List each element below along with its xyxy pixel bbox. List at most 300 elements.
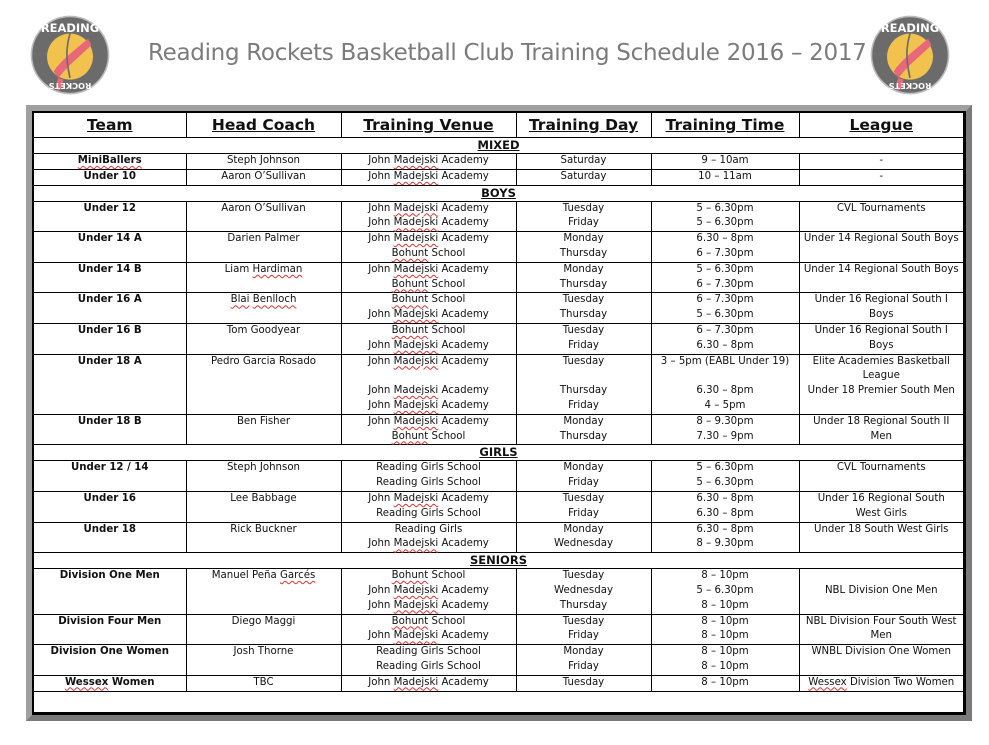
day-line: Thursday xyxy=(559,599,608,611)
schedule-frame xyxy=(26,105,972,721)
venue-line: John Madejski Academy xyxy=(368,492,489,504)
team-name: Under 16 B xyxy=(77,324,142,336)
spellcheck-underline: Benlloch xyxy=(252,294,297,306)
venue-line: John Madejski Academy xyxy=(368,233,489,245)
league-line: Under 16 Regional South xyxy=(817,492,945,504)
day-line: Tuesday xyxy=(562,492,605,504)
day-cell xyxy=(516,201,651,232)
team-cell xyxy=(34,262,186,293)
day-line: Thursday xyxy=(559,278,608,290)
coach-cell xyxy=(186,262,341,293)
day-line: Tuesday xyxy=(562,570,605,582)
coach-cell xyxy=(186,293,341,324)
team-name: Under 18 A xyxy=(77,355,142,367)
time-line: 8 – 10pm xyxy=(701,615,749,627)
time-cell xyxy=(651,232,799,263)
time-cell xyxy=(651,675,799,691)
team-name: Division One Women xyxy=(50,646,169,658)
time-cell xyxy=(651,323,799,354)
time-cell xyxy=(651,491,799,522)
spellcheck-underline: Madejski xyxy=(393,538,439,550)
spellcheck-underline: MiniBallers xyxy=(77,155,142,166)
table-row xyxy=(34,645,963,676)
league-line: Wessex Division Two Women xyxy=(808,676,955,688)
team-cell xyxy=(34,491,186,522)
day-cell xyxy=(516,262,651,293)
spellcheck-underline: Hardiman xyxy=(252,263,303,275)
spellcheck-underline: Madejski xyxy=(393,263,439,275)
day-line: Thursday xyxy=(559,430,608,442)
day-line: Monday xyxy=(563,233,604,245)
table-row xyxy=(34,675,963,691)
coach-name: Liam Hardiman xyxy=(224,263,303,275)
league-cell xyxy=(799,614,963,645)
coach-cell xyxy=(186,414,341,445)
venue-cell xyxy=(341,154,516,170)
team-cell xyxy=(34,414,186,445)
day-cell xyxy=(516,154,651,170)
day-line: Tuesday xyxy=(562,615,605,627)
section-row-seniors xyxy=(34,553,963,569)
league-line: NBL Division One Men xyxy=(824,584,938,596)
day-line: Saturday xyxy=(560,155,607,166)
venue-cell xyxy=(341,232,516,263)
team-name: Under 14 A xyxy=(77,233,142,245)
team-name: Under 16 xyxy=(83,492,136,504)
spellcheck-underline: Madejski xyxy=(393,399,439,411)
time-cell xyxy=(651,154,799,170)
time-line: 5 – 6.30pm xyxy=(696,309,754,321)
time-line: 10 – 11am xyxy=(698,170,752,182)
spellcheck-underline: Madejski xyxy=(393,355,439,367)
venue-cell xyxy=(341,201,516,232)
time-line: 6 – 7.30pm xyxy=(696,294,754,306)
time-cell xyxy=(651,645,799,676)
spellcheck-underline: Madejski xyxy=(393,584,439,596)
day-cell xyxy=(516,522,651,553)
league-line: Under 18 South West Girls xyxy=(814,523,949,535)
coach-cell xyxy=(186,154,341,170)
day-line: Friday xyxy=(568,477,599,489)
spellcheck-underline: Bohunt xyxy=(391,570,429,582)
spellcheck-underline: Bohunt xyxy=(391,324,429,336)
league-line: Under 18 Regional South II xyxy=(813,415,950,427)
coach-name: Ben Fisher xyxy=(236,415,291,427)
venue-line: John Madejski Academy xyxy=(368,399,489,411)
team-name: Under 18 xyxy=(83,523,136,535)
league-line: - xyxy=(879,170,884,182)
section-row-girls xyxy=(34,445,963,461)
team-cell xyxy=(34,569,186,614)
venue-line: Reading Girls School xyxy=(376,660,481,672)
spellcheck-underline: Bohunt xyxy=(391,247,429,259)
spellcheck-underline: Bohunt xyxy=(391,278,429,290)
coach-cell xyxy=(186,675,341,691)
venue-line: John Madejski Academy xyxy=(368,355,489,367)
coach-cell xyxy=(186,569,341,614)
team-cell xyxy=(34,323,186,354)
table-row xyxy=(34,323,963,354)
team-cell xyxy=(34,461,186,492)
section-label: MIXED xyxy=(34,138,963,154)
section-row-boys xyxy=(34,185,963,201)
time-line: 8 – 9.30pm xyxy=(696,538,754,550)
league-line: NBL Division Four South West xyxy=(805,615,957,627)
day-cell xyxy=(516,461,651,492)
day-line: Tuesday xyxy=(562,324,605,336)
table-row xyxy=(34,491,963,522)
venue-line: John Madejski Academy xyxy=(368,263,489,275)
venue-cell xyxy=(341,354,516,414)
time-line: 5 – 6.30pm xyxy=(696,202,754,214)
league-cell xyxy=(799,461,963,492)
day-line: Monday xyxy=(563,415,604,427)
day-cell xyxy=(516,675,651,691)
team-cell xyxy=(34,169,186,185)
day-line: Tuesday xyxy=(562,355,605,367)
time-line: 6 – 7.30pm xyxy=(696,278,754,290)
time-cell xyxy=(651,614,799,645)
header-team: Team xyxy=(34,113,186,138)
league-cell xyxy=(799,491,963,522)
day-line: Friday xyxy=(568,660,599,672)
time-line: 4 – 5pm xyxy=(704,399,746,411)
venue-line: Reading Girls School xyxy=(376,462,481,474)
time-cell xyxy=(651,169,799,185)
venue-line: John Madejski Academy xyxy=(368,155,489,166)
time-line: 8 – 10pm xyxy=(701,599,749,611)
table-row xyxy=(34,354,963,414)
league-line xyxy=(802,569,962,584)
league-line: Under 14 Regional South Boys xyxy=(803,233,959,245)
time-cell xyxy=(651,569,799,614)
table-row xyxy=(34,414,963,445)
venue-cell xyxy=(341,491,516,522)
venue-cell xyxy=(341,323,516,354)
section-label: BOYS xyxy=(34,185,963,201)
schedule-body xyxy=(34,138,963,692)
team-cell xyxy=(34,293,186,324)
day-line: Monday xyxy=(563,263,604,275)
spellcheck-underline: Madejski xyxy=(393,599,439,611)
day-line: Tuesday xyxy=(562,202,605,214)
day-line: Friday xyxy=(568,217,599,229)
league-line: West Girls xyxy=(855,507,907,519)
coach-name: Steph Johnson xyxy=(226,155,301,166)
venue-line: Reading Girls xyxy=(394,523,463,535)
header-training-venue: Training Venue xyxy=(341,113,516,138)
venue-cell xyxy=(341,522,516,553)
time-line: 6 – 7.30pm xyxy=(696,324,754,336)
spellcheck-underline: Madejski xyxy=(393,676,439,688)
league-cell xyxy=(799,645,963,676)
time-line: 9 – 10am xyxy=(701,155,749,166)
league-cell xyxy=(799,675,963,691)
day-line: Thursday xyxy=(559,385,608,397)
coach-cell xyxy=(186,323,341,354)
reading-rockets-logo-right xyxy=(869,14,951,96)
team-cell xyxy=(34,614,186,645)
section-label: SENIORS xyxy=(34,553,963,569)
league-line: Under 16 Regional South I xyxy=(814,324,948,336)
venue-cell xyxy=(341,614,516,645)
league-cell xyxy=(799,569,963,614)
league-line: WNBL Division One Women xyxy=(811,646,952,658)
team-name: Under 16 A xyxy=(77,294,142,306)
table-row xyxy=(34,262,963,293)
time-line: 8 – 10pm xyxy=(701,570,749,582)
coach-name: Tom Goodyear xyxy=(226,324,301,336)
team-name: Wessex Women xyxy=(64,676,155,688)
venue-line: Bohunt School xyxy=(391,294,466,306)
team-cell xyxy=(34,232,186,263)
coach-name: Lee Babbage xyxy=(230,492,297,504)
team-cell xyxy=(34,201,186,232)
reading-rockets-logo-left xyxy=(29,14,111,96)
team-cell xyxy=(34,154,186,170)
league-cell xyxy=(799,323,963,354)
header-training-day: Training Day xyxy=(516,113,651,138)
spellcheck-underline: Blai xyxy=(230,294,250,306)
venue-cell xyxy=(341,569,516,614)
section-row-mixed xyxy=(34,138,963,154)
coach-name: Darien Palmer xyxy=(227,233,300,245)
team-cell xyxy=(34,675,186,691)
section-label: GIRLS xyxy=(34,445,963,461)
time-line: 6.30 – 8pm xyxy=(696,385,754,397)
day-line: Wednesday xyxy=(554,584,613,596)
team-name xyxy=(78,155,142,166)
coach-name: Rick Buckner xyxy=(230,523,297,535)
league-cell xyxy=(799,169,963,185)
day-cell xyxy=(516,169,651,185)
team-name: Under 14 B xyxy=(77,263,142,275)
spellcheck-underline: Wessex xyxy=(808,676,847,688)
day-cell xyxy=(516,293,651,324)
spellcheck-underline: Madejski xyxy=(393,415,439,427)
time-line: 5 – 6.30pm xyxy=(696,584,754,596)
spellcheck-underline: Bohunt xyxy=(391,430,429,442)
day-line: Wednesday xyxy=(554,538,613,550)
schedule-table xyxy=(34,113,963,692)
coach-name: Manuel Peña Garcés xyxy=(211,570,316,582)
venue-line: Reading Girls School xyxy=(376,477,481,489)
venue-line: John Madejski Academy xyxy=(368,385,489,397)
svg-text:READING: READING xyxy=(880,21,940,36)
league-line: Boys xyxy=(868,309,894,321)
coach-name: Diego Maggi xyxy=(231,615,296,627)
table-row xyxy=(34,522,963,553)
spellcheck-underline: Madejski xyxy=(393,233,439,245)
league-cell xyxy=(799,414,963,445)
spellcheck-underline: Madejski xyxy=(393,217,439,229)
venue-line: John Madejski Academy xyxy=(368,538,489,550)
day-line: Monday xyxy=(563,523,604,535)
venue-line: Reading Girls School xyxy=(376,507,481,519)
league-line: CVL Tournaments xyxy=(836,462,926,474)
team-name: Under 18 B xyxy=(77,415,142,427)
team-cell xyxy=(34,354,186,414)
header-row xyxy=(34,113,963,138)
league-line: CVL Tournaments xyxy=(836,202,926,214)
league-line: Under 16 Regional South I xyxy=(814,294,948,306)
time-line xyxy=(654,369,797,384)
coach-cell xyxy=(186,491,341,522)
league-cell xyxy=(799,232,963,263)
time-line: 8 – 9.30pm xyxy=(696,415,754,427)
day-line: Thursday xyxy=(559,247,608,259)
svg-text:ROCKETS: ROCKETS xyxy=(888,80,932,91)
spellcheck-underline: Bohunt xyxy=(391,294,429,306)
day-cell xyxy=(516,491,651,522)
spellcheck-underline: Madejski xyxy=(393,155,439,166)
venue-cell xyxy=(341,262,516,293)
time-line: 6.30 – 8pm xyxy=(696,523,754,535)
time-line: 5 – 6.30pm xyxy=(696,477,754,489)
day-line: Saturday xyxy=(560,170,607,182)
time-line: 6.30 – 8pm xyxy=(696,339,754,351)
time-cell xyxy=(651,262,799,293)
venue-line: Bohunt School xyxy=(391,570,466,582)
spellcheck-underline: Bohunt xyxy=(391,615,429,627)
spellcheck-underline: Wessex xyxy=(64,676,109,688)
time-line: 6 – 7.30pm xyxy=(696,247,754,259)
time-line: 5 – 6.30pm xyxy=(696,217,754,229)
venue-line: John Madejski Academy xyxy=(368,599,489,611)
league-cell xyxy=(799,354,963,414)
day-line: Monday xyxy=(563,646,604,658)
header-training-time: Training Time xyxy=(651,113,799,138)
venue-cell xyxy=(341,293,516,324)
venue-cell xyxy=(341,645,516,676)
league-cell xyxy=(799,522,963,553)
venue-line: Bohunt School xyxy=(391,430,466,442)
day-line: Thursday xyxy=(559,309,608,321)
day-cell xyxy=(516,569,651,614)
team-cell xyxy=(34,522,186,553)
league-line: Men xyxy=(870,430,892,442)
venue-line: John Madejski Academy xyxy=(368,630,489,642)
coach-cell xyxy=(186,461,341,492)
time-line: 5 – 6.30pm xyxy=(696,462,754,474)
venue-line: Bohunt School xyxy=(391,278,466,290)
venue-cell xyxy=(341,169,516,185)
venue-line: Reading Girls School xyxy=(376,646,481,658)
day-cell xyxy=(516,414,651,445)
spellcheck-underline: Garcés xyxy=(280,570,316,582)
venue-line: Bohunt School xyxy=(391,247,466,259)
table-row xyxy=(34,293,963,324)
venue-line: John Madejski Academy xyxy=(368,217,489,229)
table-row xyxy=(34,169,963,185)
coach-name: Josh Thorne xyxy=(233,646,294,658)
day-line: Friday xyxy=(568,630,599,642)
day-line xyxy=(519,369,649,384)
header-league: League xyxy=(799,113,963,138)
league-line: Boys xyxy=(868,339,894,351)
venue-line: John Madejski Academy xyxy=(368,584,489,596)
time-cell xyxy=(651,354,799,414)
venue-cell xyxy=(341,414,516,445)
spellcheck-underline: Madejski xyxy=(393,170,439,182)
table-row xyxy=(34,154,963,170)
time-line: 8 – 10pm xyxy=(701,646,749,658)
table-row xyxy=(34,461,963,492)
coach-name: Aaron O’Sullivan xyxy=(221,202,306,214)
spellcheck-underline: Madejski xyxy=(393,492,439,504)
venue-line: John Madejski Academy xyxy=(368,170,489,182)
page-title: Reading Rockets Basketball Club Training Schedule 2016 – 2017 xyxy=(148,40,867,66)
time-line: 6.30 – 8pm xyxy=(696,233,754,245)
spellcheck-underline: Madejski xyxy=(393,385,439,397)
coach-name: Steph Johnson xyxy=(226,462,301,474)
coach-name: Aaron O’Sullivan xyxy=(221,170,306,182)
time-line: 6.30 – 8pm xyxy=(696,492,754,504)
header-head-coach: Head Coach xyxy=(186,113,341,138)
venue-line: John Madejski Academy xyxy=(368,309,489,321)
league-line: Under 18 Premier South Men xyxy=(807,385,955,397)
coach-name: Pedro Garcia Rosado xyxy=(210,355,317,367)
coach-cell xyxy=(186,201,341,232)
time-line: 8 – 10pm xyxy=(701,676,749,688)
day-line: Tuesday xyxy=(562,676,605,688)
venue-cell xyxy=(341,461,516,492)
svg-text:READING: READING xyxy=(40,21,100,36)
time-cell xyxy=(651,201,799,232)
svg-text:ROCKETS: ROCKETS xyxy=(48,80,92,91)
coach-cell xyxy=(186,354,341,414)
spellcheck-underline: Madejski xyxy=(393,630,439,642)
venue-cell xyxy=(341,675,516,691)
coach-cell xyxy=(186,614,341,645)
table-row xyxy=(34,232,963,263)
time-cell xyxy=(651,414,799,445)
table-row xyxy=(34,614,963,645)
league-cell xyxy=(799,293,963,324)
venue-line: John Madejski Academy xyxy=(368,202,489,214)
table-row xyxy=(34,201,963,232)
time-line: 5 – 6.30pm xyxy=(696,263,754,275)
coach-cell xyxy=(186,522,341,553)
coach-cell xyxy=(186,232,341,263)
venue-line xyxy=(344,369,514,384)
day-cell xyxy=(516,232,651,263)
spellcheck-underline: Madejski xyxy=(393,339,439,351)
time-cell xyxy=(651,461,799,492)
coach-cell xyxy=(186,645,341,676)
team-name: Under 10 xyxy=(83,170,136,182)
league-line: Elite Academies Basketball xyxy=(812,355,950,367)
time-line: 3 – 5pm (EABL Under 19) xyxy=(660,355,790,367)
league-cell xyxy=(799,262,963,293)
venue-line: John Madejski Academy xyxy=(368,339,489,351)
league-line: League xyxy=(862,370,900,382)
day-cell xyxy=(516,323,651,354)
day-line: Friday xyxy=(568,507,599,519)
spellcheck-underline: Madejski xyxy=(393,202,439,214)
time-line: 6.30 – 8pm xyxy=(696,507,754,519)
day-cell xyxy=(516,645,651,676)
league-line: Under 14 Regional South Boys xyxy=(803,263,959,275)
day-line: Friday xyxy=(568,399,599,411)
day-line: Tuesday xyxy=(562,294,605,306)
league-line: Men xyxy=(870,630,892,642)
table-row xyxy=(34,569,963,614)
coach-cell xyxy=(186,169,341,185)
league-line: - xyxy=(879,155,884,166)
team-name: Division One Men xyxy=(59,570,160,582)
venue-line: John Madejski Academy xyxy=(368,415,489,427)
